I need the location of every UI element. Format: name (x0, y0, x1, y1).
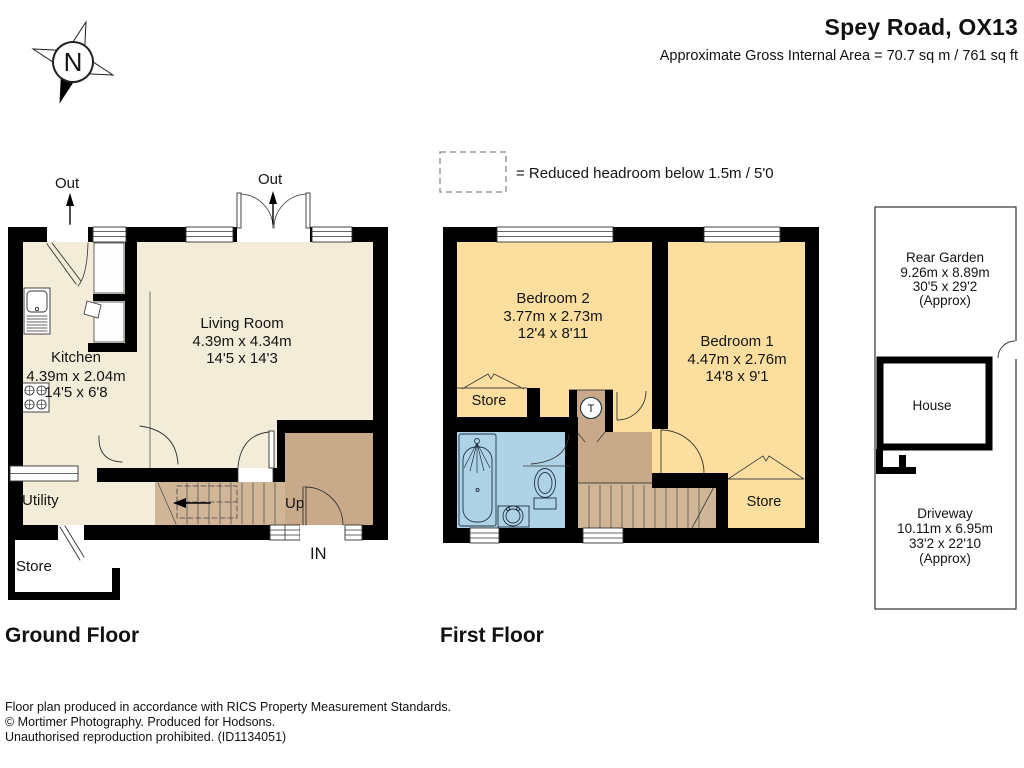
bedroom1-dims-imperial: 14'8 x 9'1 (705, 368, 769, 385)
front-door-sidelight-left (270, 525, 300, 540)
store-label-bedroom1: Store (746, 494, 782, 510)
driveway-dims-metric: 10.11m x 6.95m (897, 521, 993, 536)
in-label: IN (310, 545, 327, 563)
bedroom2-label: Bedroom 2 (516, 290, 590, 307)
driveway-approx: (Approx) (919, 551, 971, 566)
kitchen-window (93, 227, 126, 242)
page-title: Spey Road, OX13 (824, 14, 1018, 40)
bedroom2-window (497, 227, 613, 242)
rear-garden-approx: (Approx) (919, 293, 971, 308)
rear-garden-dims-metric: 9.26m x 8.89m (900, 265, 990, 280)
utility-label: Utility (22, 492, 59, 509)
footer-line-3: Unauthorised reproduction prohibited. (ID1134051) (5, 730, 287, 744)
footer-line-1: Floor plan produced in accordance with RICS Property Measurement Standards. (5, 700, 452, 714)
rear-garden-dims-imperial: 30'5 x 29'2 (912, 279, 978, 294)
ground-floor-plan (8, 171, 388, 600)
bedroom1-window (704, 227, 780, 242)
first-floor-plan (443, 227, 819, 543)
living-room-window-right (312, 227, 352, 242)
living-room-dims-imperial: 14'5 x 14'3 (206, 350, 278, 367)
out-label-living: Out (258, 171, 283, 188)
out-arrow-living (269, 191, 277, 224)
bedroom2-dims-metric: 3.77m x 2.73m (503, 308, 603, 325)
utility-window (10, 466, 78, 481)
store-label-ground: Store (16, 558, 52, 575)
landing-window (583, 528, 623, 543)
bathroom (457, 432, 571, 528)
gross-internal-area: Approximate Gross Internal Area = 70.7 sq m / 761 sq ft (659, 48, 1018, 64)
house-label: House (912, 398, 952, 413)
bedroom1-dims-metric: 4.47m x 2.76m (687, 351, 787, 368)
living-room-dims-metric: 4.39m x 4.34m (192, 333, 292, 350)
out-label-kitchen: Out (55, 175, 80, 192)
kitchen-label: Kitchen (50, 349, 102, 366)
kitchen-sink-icon (24, 288, 50, 334)
kitchen-dims-metric: 4.39m x 2.04m (26, 368, 126, 385)
compass-north-label: N (63, 47, 83, 77)
legend-text: = Reduced headroom below 1.5m / 5'0 (516, 165, 774, 182)
out-arrow-kitchen (66, 193, 74, 224)
site-plan (875, 207, 1018, 609)
first-floor-label: First Floor (440, 624, 544, 647)
rear-garden-label: Rear Garden (905, 250, 985, 265)
bathroom-window (470, 528, 499, 543)
driveway-label: Driveway (917, 506, 973, 521)
compass-icon (20, 9, 126, 115)
front-door-sidelight-right (345, 525, 362, 540)
store-label-bedroom2: Store (471, 393, 507, 409)
living-room-window-left (186, 227, 233, 242)
up-label: Up (285, 495, 305, 512)
driveway-dims-imperial: 33'2 x 22'10 (909, 536, 981, 551)
kitchen-dims-imperial: 14'5 x 6'8 (44, 384, 108, 401)
bedroom2-dims-imperial: 12'4 x 8'11 (517, 325, 589, 342)
bedroom1-label: Bedroom 1 (700, 333, 774, 350)
reduced-headroom-swatch (440, 152, 506, 192)
tank-label: T (587, 403, 595, 415)
legend (440, 152, 774, 192)
living-room-label: Living Room (200, 315, 284, 332)
water-tank-icon (581, 398, 602, 419)
footer-line-2: © Mortimer Photography. Produced for Hodsons. (5, 715, 276, 729)
ground-floor-label: Ground Floor (5, 624, 140, 647)
